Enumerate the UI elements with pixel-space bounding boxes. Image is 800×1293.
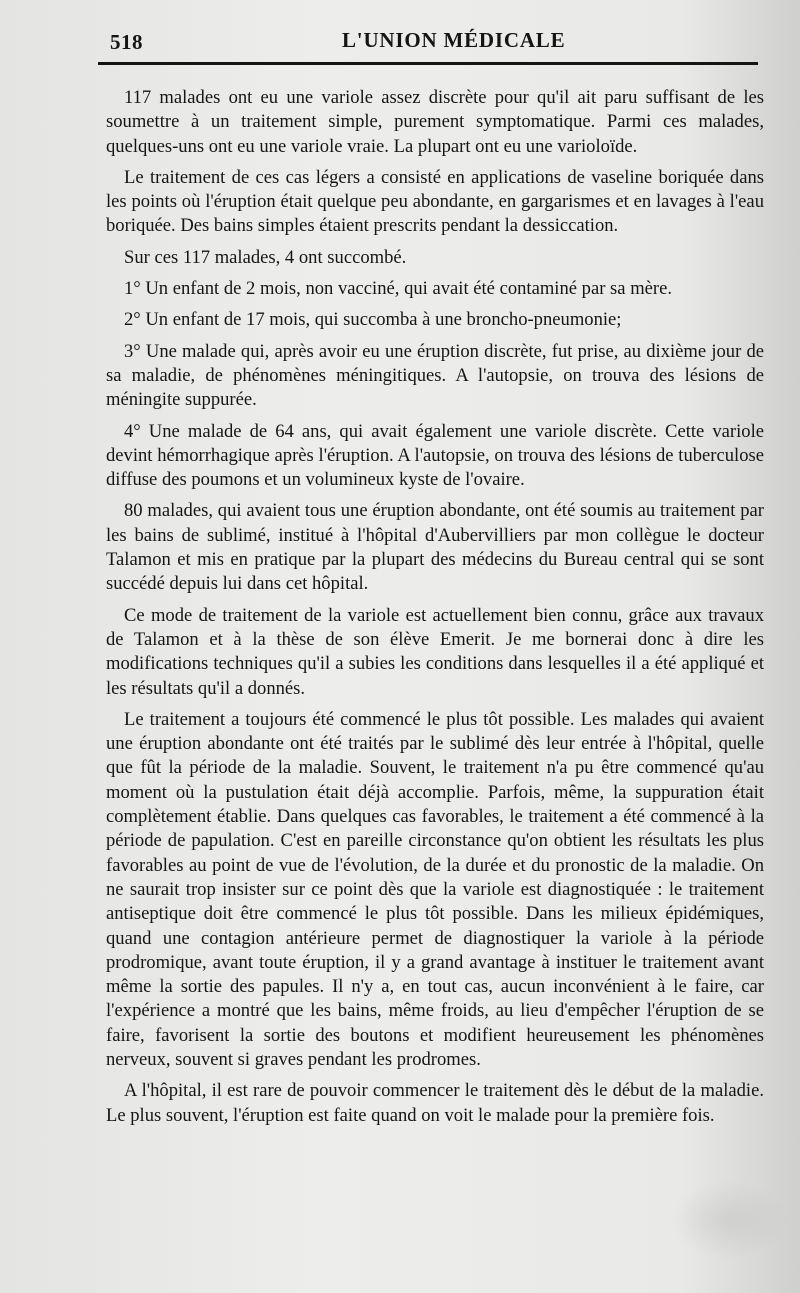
paragraph-treatment-method: Ce mode de traitement de la variole est actuellement bien connu, grâce aux travaux de Talamon et à la thèse de son élève Emerit. Je me bornerai donc à dire les modifications techniques qu'il a subies les conditions dans lesquelles il a été appliqué et les résultats qu'il a donnés. bbox=[106, 604, 764, 699]
page-smudge bbox=[670, 1180, 790, 1260]
page-header bbox=[110, 22, 760, 62]
paragraph-death-1: 1° Un enfant de 2 mois, non vacciné, qui avait été contaminé par sa mère. bbox=[124, 278, 673, 300]
page-number: 518 bbox=[110, 30, 143, 54]
paragraph-death-4: 4° Une malade de 64 ans, qui avait également une variole discrète. Cette variole devint hémorrhagique après l'éruption. A l'autopsie, on trouva des lésions de tuberculose diffuse des poumons et un volumineux kyste de l'ovaire. bbox=[106, 420, 764, 491]
article-body bbox=[106, 86, 764, 1128]
header-rule bbox=[98, 62, 758, 65]
paragraph-mild-cases: 117 malades ont eu une variole assez discrète pour qu'il ait paru suffisant de les soumettre à un traitement simple, purement symptomatique. Parmi ces malades, quelques-uns ont eu une variole vraie. La plupart ont eu une varioloïde. bbox=[106, 87, 764, 157]
running-title: L'UNION MÉDICALE bbox=[342, 28, 566, 52]
paragraph-hospital-start: A l'hôpital, il est rare de pouvoir commencer le traitement dès le début de la maladie. Le plus souvent, l'éruption est faite quand on voit le malade pour la première fois. bbox=[106, 1080, 764, 1126]
paragraph-light-treatment: Le traitement de ces cas légers a consisté en applications de vaseline boriquée dans les points où l'éruption était quelque peu abondante, en gargarismes et en lavages à l'eau boriquée. Des bains simples étaient prescrits pendant la dessiccation. bbox=[106, 166, 764, 237]
paragraph-sublimate-baths: 80 malades, qui avaient tous une éruption abondante, ont été soumis au traitement par les bains de sublimé, institué à l'hôpital d'Aubervilliers par mon collègue le docteur Talamon et mis en pratique par la plupart des médecins du Bureau central qui se sont succédé depuis lui dans cet hôpital. bbox=[106, 500, 764, 595]
paragraph-death-3: 3° Une malade qui, après avoir eu une éruption discrète, fut prise, au dixième jour de sa maladie, de phénomènes méningitiques. A l'autopsie, on trouva des lésions de méningite suppurée. bbox=[106, 340, 764, 411]
paragraph-deaths-summary: Sur ces 117 malades, 4 ont succombé. bbox=[124, 246, 407, 268]
paragraph-early-treatment: Le traitement a toujours été commencé le plus tôt possible. Les malades qui avaient une éruption abondante ont été traités par le sublimé dès leur entrée à l'hôpital, quelle que fût la période de la maladie. Souvent, le traitement n'a pu être commencé qu'au moment où la pustulation était déjà accomplie. Parfois, même, la suppuration était complètement établie. Dans quelques cas favorables, le traitement a été commencé à la période de papulation. C'est en pareille circonstance qu'on obtient les résultats les plus favorables au point de vue de l'évolution, de la durée et du pronostic de la maladie. On ne saurait trop insister sur ce point dès que la variole est diagnostiquée : le traitement antiseptique doit être commencé le plus tôt possible. Dans les milieux épidémiques, quand une contagion antérieure permet de diagnostiquer la variole à la période prodromique, avant toute éruption, il y a grand avantage à instituer le traitement avant même la sortie des papules. Il n'y a, en tout cas, aucun inconvénient à le faire, car l'expérience a montré que les bains, même froids, au lieu d'empêcher l'éruption de se faire, favorisent la sortie des boutons et modifient heureusement les phénomènes nerveux, souvent si graves pendant les prodromes. bbox=[106, 708, 764, 1070]
paragraph-death-2: 2° Un enfant de 17 mois, qui succomba à une broncho-pneumonie; bbox=[124, 309, 622, 331]
